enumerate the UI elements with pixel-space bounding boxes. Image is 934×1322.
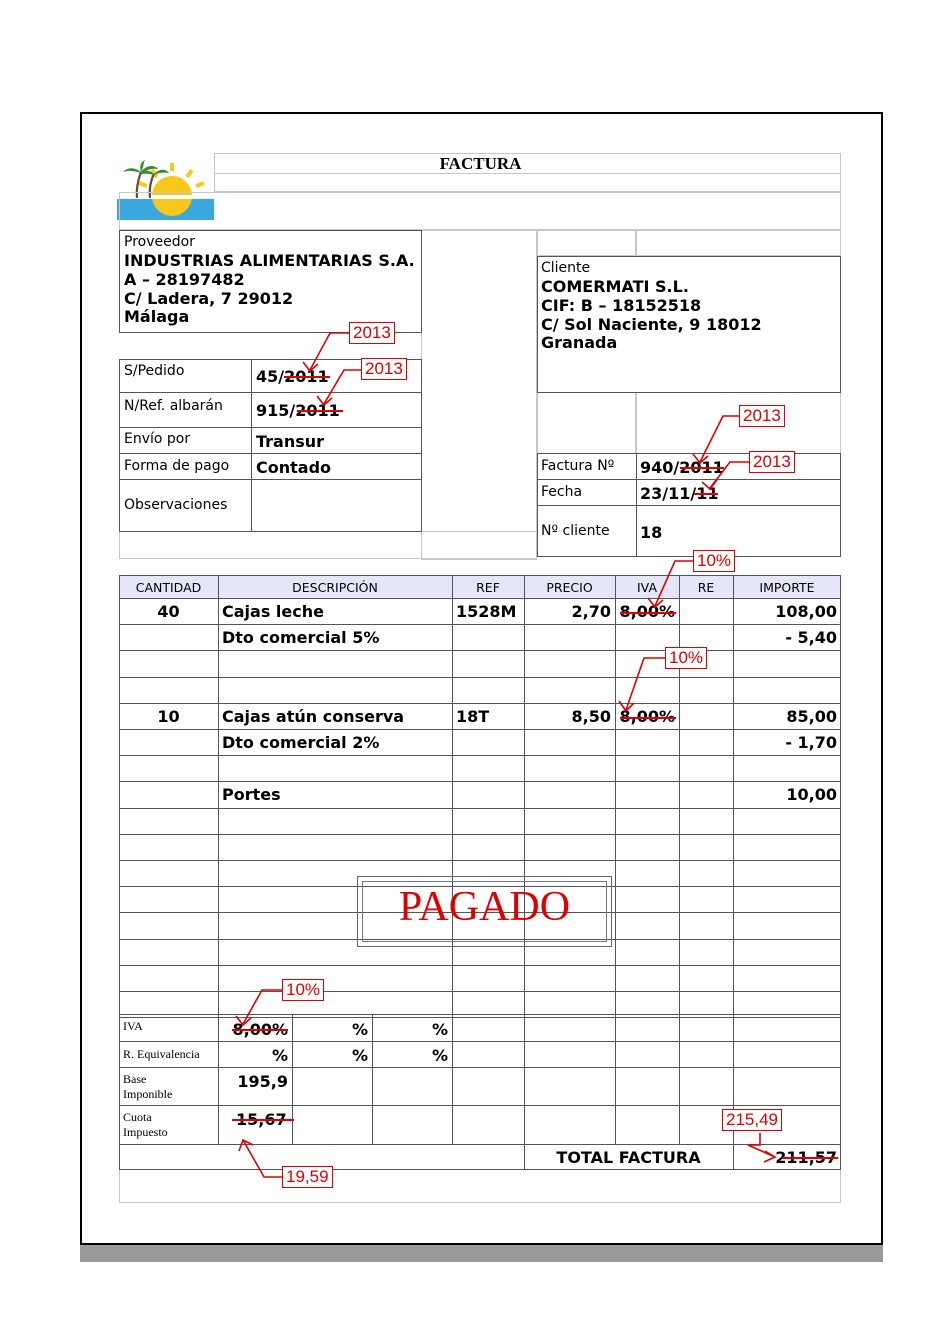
albaran-label: N/Ref. albarán	[124, 398, 223, 414]
envio-value: Transur	[256, 432, 325, 451]
cell-desc: Dto comercial 2%	[222, 733, 380, 752]
cliente-num-label: Nº cliente	[541, 523, 610, 539]
header-importe: IMPORTE	[759, 580, 815, 595]
cell-desc: Dto comercial 5%	[222, 628, 380, 647]
re-summary-3: %	[431, 1046, 448, 1065]
provider-label: Proveedor	[124, 234, 195, 250]
client-city: Granada	[541, 333, 618, 352]
paid-stamp-text: PAGADO	[398, 884, 571, 930]
re-summary-2: %	[351, 1046, 368, 1065]
invoice-title: FACTURA	[439, 154, 522, 173]
cell-desc: Cajas atún conserva	[222, 707, 405, 726]
client-label: Cliente	[541, 260, 591, 276]
re-summary-1: %	[271, 1046, 288, 1065]
cuota-value: 15,67	[236, 1110, 287, 1129]
cell-price: 8,50	[571, 707, 611, 726]
client-cif: CIF: B – 18152518	[541, 296, 702, 315]
base-value: 195,9	[237, 1072, 288, 1091]
re-summary-label: R. Equivalencia	[123, 1047, 200, 1061]
cell-desc: Portes	[222, 785, 281, 804]
provider-address: C/ Ladera, 7 29012	[124, 289, 294, 308]
header-descripcion: DESCRIPCIÓN	[292, 580, 378, 595]
correction-iva-row2: 10%	[665, 647, 707, 669]
cell-price: 2,70	[571, 602, 611, 621]
cliente-num-value: 18	[640, 523, 663, 542]
cell-qty: 10	[157, 707, 180, 726]
provider-city: Málaga	[124, 307, 190, 326]
pedido-value: 45/2011	[256, 367, 329, 386]
correction-total: 215,49	[722, 1109, 782, 1131]
header-iva: IVA	[637, 580, 657, 595]
base-label-1: Base	[123, 1072, 147, 1086]
iva-summary-1: 8,00%	[232, 1020, 288, 1039]
cell-ref: 1528M	[456, 602, 517, 621]
iva-summary-3: %	[431, 1020, 448, 1039]
header-ref: REF	[476, 580, 500, 595]
factura-value: 940/2011	[640, 458, 724, 477]
fecha-label: Fecha	[541, 484, 583, 500]
cell-ref: 18T	[456, 707, 490, 726]
header-cantidad: CANTIDAD	[135, 580, 202, 595]
cell-amount: - 1,70	[785, 733, 837, 752]
cell-amount: 85,00	[786, 707, 837, 726]
provider-id: A – 28197482	[124, 270, 245, 289]
provider-name: INDUSTRIAS ALIMENTARIAS S.A.	[124, 251, 415, 270]
correction-iva-summary: 10%	[282, 979, 324, 1001]
pago-label: Forma de pago	[124, 458, 230, 474]
cell-qty: 40	[157, 602, 180, 621]
correction-cuota: 19,59	[282, 1166, 333, 1188]
correction-iva-row1: 10%	[693, 550, 735, 572]
total-label: TOTAL FACTURA	[556, 1148, 701, 1167]
iva-summary-2: %	[351, 1020, 368, 1039]
correction-fecha: 2013	[749, 451, 795, 473]
cell-iva: 8,00%	[619, 602, 675, 621]
cell-amount: 108,00	[775, 602, 837, 621]
envio-label: Envío por	[124, 431, 191, 447]
total-value: 211,57	[775, 1148, 837, 1167]
correction-albaran: 2013	[361, 358, 407, 380]
cuota-label-1: Cuota	[123, 1110, 152, 1124]
cell-amount: - 5,40	[785, 628, 837, 647]
header-re: RE	[697, 580, 715, 595]
cell-desc: Cajas leche	[222, 602, 324, 621]
pedido-label: S/Pedido	[124, 363, 185, 379]
fecha-value: 23/11/11	[640, 484, 719, 503]
header-precio: PRECIO	[546, 580, 593, 595]
cell-amount: 10,00	[786, 785, 837, 804]
observaciones-label: Observaciones	[124, 497, 228, 513]
correction-pedido: 2013	[349, 322, 395, 344]
cell-iva: 8,00%	[619, 707, 675, 726]
iva-summary-label: IVA	[123, 1019, 143, 1033]
client-address: C/ Sol Naciente, 9 18012	[541, 315, 762, 334]
base-label-2: Imponible	[123, 1087, 173, 1101]
correction-factura: 2013	[739, 405, 785, 427]
client-name: COMERMATI S.L.	[541, 277, 689, 296]
pago-value: Contado	[256, 458, 332, 477]
albaran-value: 915/2011	[256, 401, 340, 420]
cuota-label-2: Impuesto	[123, 1125, 168, 1139]
factura-label: Factura Nº	[541, 458, 615, 474]
